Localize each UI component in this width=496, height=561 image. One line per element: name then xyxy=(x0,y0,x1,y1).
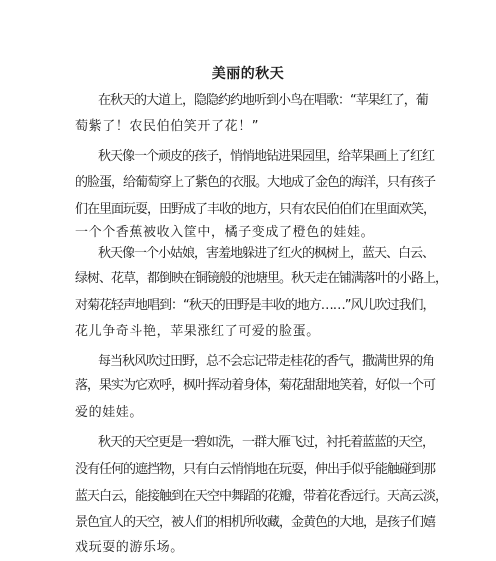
paragraph-line: 戏玩耍的游乐场。 xyxy=(75,540,184,555)
paragraph-line: 对菊花轻声地唱到：“秋天的田野是丰收的地方……”风儿吹过我们， xyxy=(75,298,435,313)
document-title: 美丽的秋天 xyxy=(211,66,285,82)
paragraph-line: 落，果实为它欢呼，枫叶挥动着身体，菊花甜甜地笑着，好似一个可 xyxy=(75,378,436,393)
paragraph-line: 蓝天白云，能接触到在天空中舞蹈的花瓣，带着花香远行。天高云淡， xyxy=(75,489,448,504)
paragraph-line: 秋天像一个顽皮的孩子，悄悄地钻进果园里，给苹果画上了红红 xyxy=(98,149,435,164)
paragraph-line: 景色宜人的天空，被人们的相机所收藏，金黄色的大地，是孩子们嬉 xyxy=(75,515,436,530)
paragraph-line: 萄紫了！农民伯伯笑开了花！” xyxy=(75,119,260,134)
paragraph-line: 绿树、花草，都倒映在铜镜般的池塘里。秋天走在铺满落叶的小路上， xyxy=(75,271,448,286)
paragraph-line: 爱的娃娃。 xyxy=(75,405,144,420)
paragraph-line: 秋天的天空更是一碧如洗，一群大雁飞过，衬托着蓝蓝的天空， xyxy=(98,435,435,450)
paragraph-line: 的脸蛋，给葡萄穿上了紫色的衣服。大地成了金色的海洋，只有孩子 xyxy=(75,175,436,190)
paragraph-line: 花儿争奇斗艳，苹果涨红了可爱的脸蛋。 xyxy=(75,324,320,339)
paragraph-line: 在秋天的大道上，隐隐约约地听到小鸟在唱歌：“苹果红了，葡 xyxy=(98,93,428,108)
paragraph-line: 一个个香蕉被收入筐中，橘子变成了橙色的娃娃。 xyxy=(75,225,375,240)
paragraph-line: 们在里面玩耍，田野成了丰收的地方，只有农民伯伯们在里面欢笑， xyxy=(75,202,436,217)
paragraph-line: 每当秋风吹过田野，总不会忘记带走桂花的香气，撒满世界的角 xyxy=(98,354,435,369)
paragraph-line: 秋天像一个小姑娘，害羞地躲进了红火的枫树上，蓝天、白云、 xyxy=(98,246,435,261)
paragraph-line: 没有任何的遮挡物，只有白云悄悄地在玩耍，伸出手似乎能触碰到那 xyxy=(75,462,436,477)
